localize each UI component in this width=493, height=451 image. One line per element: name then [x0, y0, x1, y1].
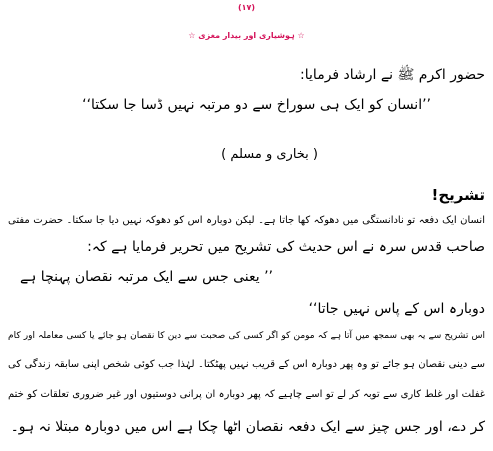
hadith-quote: ’’انسان کو ایک ہی سوراخ سے دو مرتبہ نہیں ڈسا جا سکتا‘‘ — [82, 97, 431, 113]
commentary-quote-line: دوبارہ اس کے پاس نہیں جاتا‘‘ — [308, 301, 485, 317]
page-number: (۱۷) — [237, 3, 256, 12]
paragraph-line: اس تشریح سے یہ بھی سمجھ میں آتا ہے کہ مومن کو اگر کسی کی صحبت سے دین کا نقصان ہو جائے یا کسی معاملہ اور کام — [8, 331, 485, 341]
explanation-line: انسان ایک دفعہ تو نادانستگی میں دھوکہ کھا جاتا ہے۔ لیکن دوبارہ اس کو دھوکہ نہیں دیا جا سکتا۔ حضرت مفتی — [8, 215, 485, 226]
hadith-reference: ( بخاری و مسلم ) — [221, 147, 318, 162]
section-title-text: ہوشیاری اور بیدار مغزی — [198, 31, 295, 40]
paragraph-line: غفلت اور غلط کاری سے توبہ کر لے تو اسے چاہیے کہ پھر دوبارہ ان پرانی دوستیوں اور غیر ضروری تعلقات کو ختم — [8, 389, 485, 400]
star-icon: ☆ — [188, 31, 196, 40]
paragraph-line: سے دینی نقصان ہو جائے تو وہ پھر دوبارہ اس کے قریب نہیں پھٹکتا۔ لہٰذا جب کوئی شخص اپنی سابقہ زندگی کی — [8, 359, 485, 370]
explanation-line: صاحب قدس سرہ نے اس حدیث کی تشریح میں تحریر فرمایا ہے کہ: — [87, 239, 485, 255]
hadith-intro: حضور اکرم ﷺ نے ارشاد فرمایا: — [300, 67, 485, 83]
star-icon: ☆ — [297, 31, 305, 40]
commentary-quote-line: ’’ یعنی جس سے ایک مرتبہ نقصان پہنچا ہے — [19, 269, 273, 285]
explanation-heading: تشریح! — [431, 186, 485, 204]
section-title — [0, 32, 493, 40]
paragraph-line: کر دے، اور جس چیز سے ایک دفعہ نقصان اٹھا چکا ہے اس میں دوبارہ مبتلا نہ ہو۔ — [10, 419, 485, 435]
